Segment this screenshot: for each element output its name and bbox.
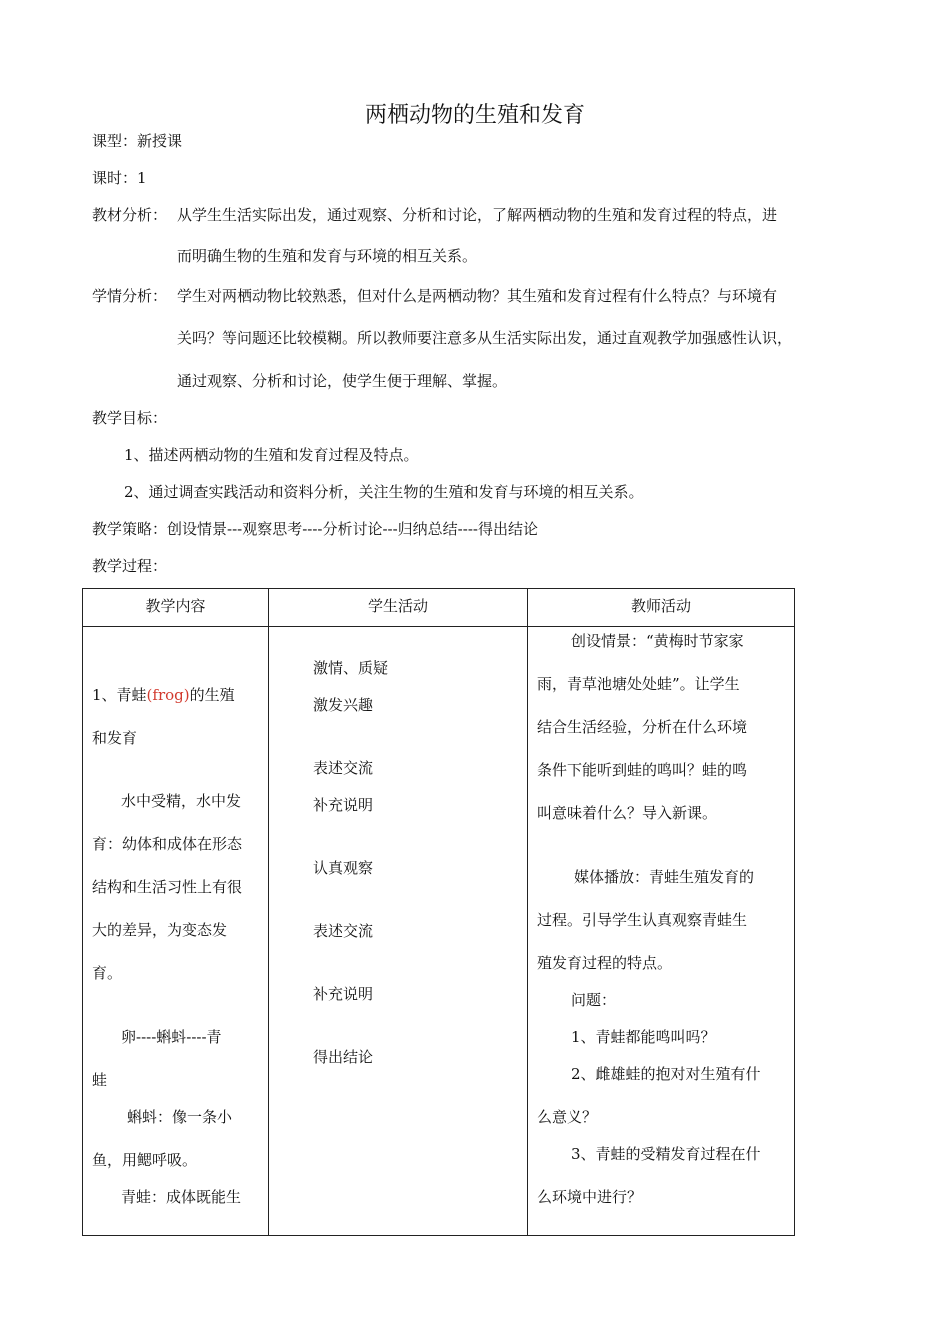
- student-activity: 补充说明: [313, 796, 374, 814]
- content-heading-line2: 和发育: [92, 729, 138, 747]
- goal-item: 1、描述两栖动物的生殖和发育过程及特点。: [124, 446, 419, 464]
- student-activity: 激发兴趣: [313, 696, 374, 714]
- textbook-analysis-label: 教材分析：: [92, 206, 168, 224]
- content-tadpole-line: 鱼，用鳃呼吸。: [92, 1151, 198, 1169]
- process-label: 教学过程：: [92, 557, 168, 575]
- textbook-analysis-line: 从学生生活实际出发，通过观察、分析和讨论，了解两栖动物的生殖和发育过程的特点，进: [177, 206, 778, 224]
- teacher-question: 么环境中进行？: [537, 1188, 643, 1206]
- header-content: 教学内容: [83, 589, 269, 627]
- teacher-intro-line: 创设情景：“黄梅时节家家: [571, 632, 744, 650]
- content-stages-line: 卵----蝌蚪----青: [121, 1028, 222, 1046]
- textbook-analysis-line: 而明确生物的生殖和发育与环境的相互关系。: [177, 247, 478, 265]
- teacher-activity-cell: [528, 627, 795, 1236]
- content-heading-post: 的生殖: [189, 686, 235, 704]
- student-analysis-line: 学生对两栖动物比较熟悉，但对什么是两栖动物？其生殖和发育过程有什么特点？与环境有: [177, 287, 778, 305]
- teacher-question: 2、雌雄蛙的抱对对生殖有什: [571, 1065, 761, 1083]
- teacher-question: 么意义？: [537, 1108, 598, 1126]
- content-para-line: 大的差异，为变态发: [92, 921, 228, 939]
- course-type: 课型：新授课: [92, 132, 183, 150]
- student-activity: 激情、质疑: [313, 659, 389, 677]
- lesson-table: [82, 588, 795, 1236]
- teacher-intro-line: 叫意味着什么？导入新课。: [537, 804, 718, 822]
- page-title: 两栖动物的生殖和发育: [364, 103, 585, 128]
- student-analysis-line: 关吗？等问题还比较模糊。所以教师要注意多从生活实际出发，通过直观教学加强感性认识，: [177, 329, 793, 347]
- teacher-intro-line: 雨，青草池塘处处蛙”。让学生: [537, 675, 740, 693]
- content-tadpole-line: 蝌蚪：像一条小: [127, 1108, 233, 1126]
- student-activity: 得出结论: [313, 1048, 374, 1066]
- teacher-media-line: 过程。引导学生认真观察青蛙生: [537, 911, 748, 929]
- content-para-line: 水中受精，水中发: [121, 792, 242, 810]
- teaching-strategy: 教学策略：创设情景---观察思考----分析讨论---归纳总结----得出结论: [92, 520, 538, 538]
- student-activity: 表述交流: [313, 759, 374, 777]
- student-activity: 表述交流: [313, 922, 374, 940]
- content-para-line: 结构和生活习性上有很: [92, 878, 243, 896]
- content-frog-line: 青蛙：成体既能生: [121, 1188, 242, 1206]
- teacher-questions-label: 问题：: [571, 991, 617, 1009]
- goals-label: 教学目标：: [92, 409, 168, 427]
- content-cell: [83, 627, 269, 1236]
- student-activity: 补充说明: [313, 985, 374, 1003]
- content-para-line: 育。: [92, 964, 123, 982]
- goal-item: 2、通过调查实践活动和资料分析，关注生物的生殖和发育与环境的相互关系。: [124, 483, 644, 501]
- teacher-intro-line: 结合生活经验，分析在什么环境: [537, 718, 748, 736]
- student-activity: 认真观察: [313, 859, 374, 877]
- student-activity-cell: [269, 627, 528, 1236]
- table-header-row: [83, 589, 795, 627]
- header-teacher-activity: 教师活动: [528, 589, 795, 627]
- teacher-intro-line: 条件下能听到蛙的鸣叫？蛙的鸣: [537, 761, 748, 779]
- student-analysis-label: 学情分析：: [92, 287, 168, 305]
- content-heading: [92, 684, 235, 705]
- teacher-media-line: 殖发育过程的特点。: [537, 954, 673, 972]
- frog-term: (frog): [146, 686, 190, 704]
- content-heading-pre: 1、青蛙: [92, 686, 147, 704]
- table-row: [83, 627, 795, 1236]
- content-stages-line: 蛙: [92, 1071, 108, 1089]
- teacher-media-line: 媒体播放：青蛙生殖发育的: [574, 868, 755, 886]
- teacher-question: 3、青蛙的受精发育过程在什: [571, 1145, 761, 1163]
- content-para-line: 育：幼体和成体在形态: [92, 835, 243, 853]
- teacher-question: 1、青蛙都能鸣叫吗？: [571, 1028, 716, 1046]
- header-student-activity: 学生活动: [269, 589, 528, 627]
- lesson-hours: 课时：1: [92, 169, 147, 187]
- student-analysis-line: 通过观察、分析和讨论，使学生便于理解、掌握。: [177, 372, 508, 390]
